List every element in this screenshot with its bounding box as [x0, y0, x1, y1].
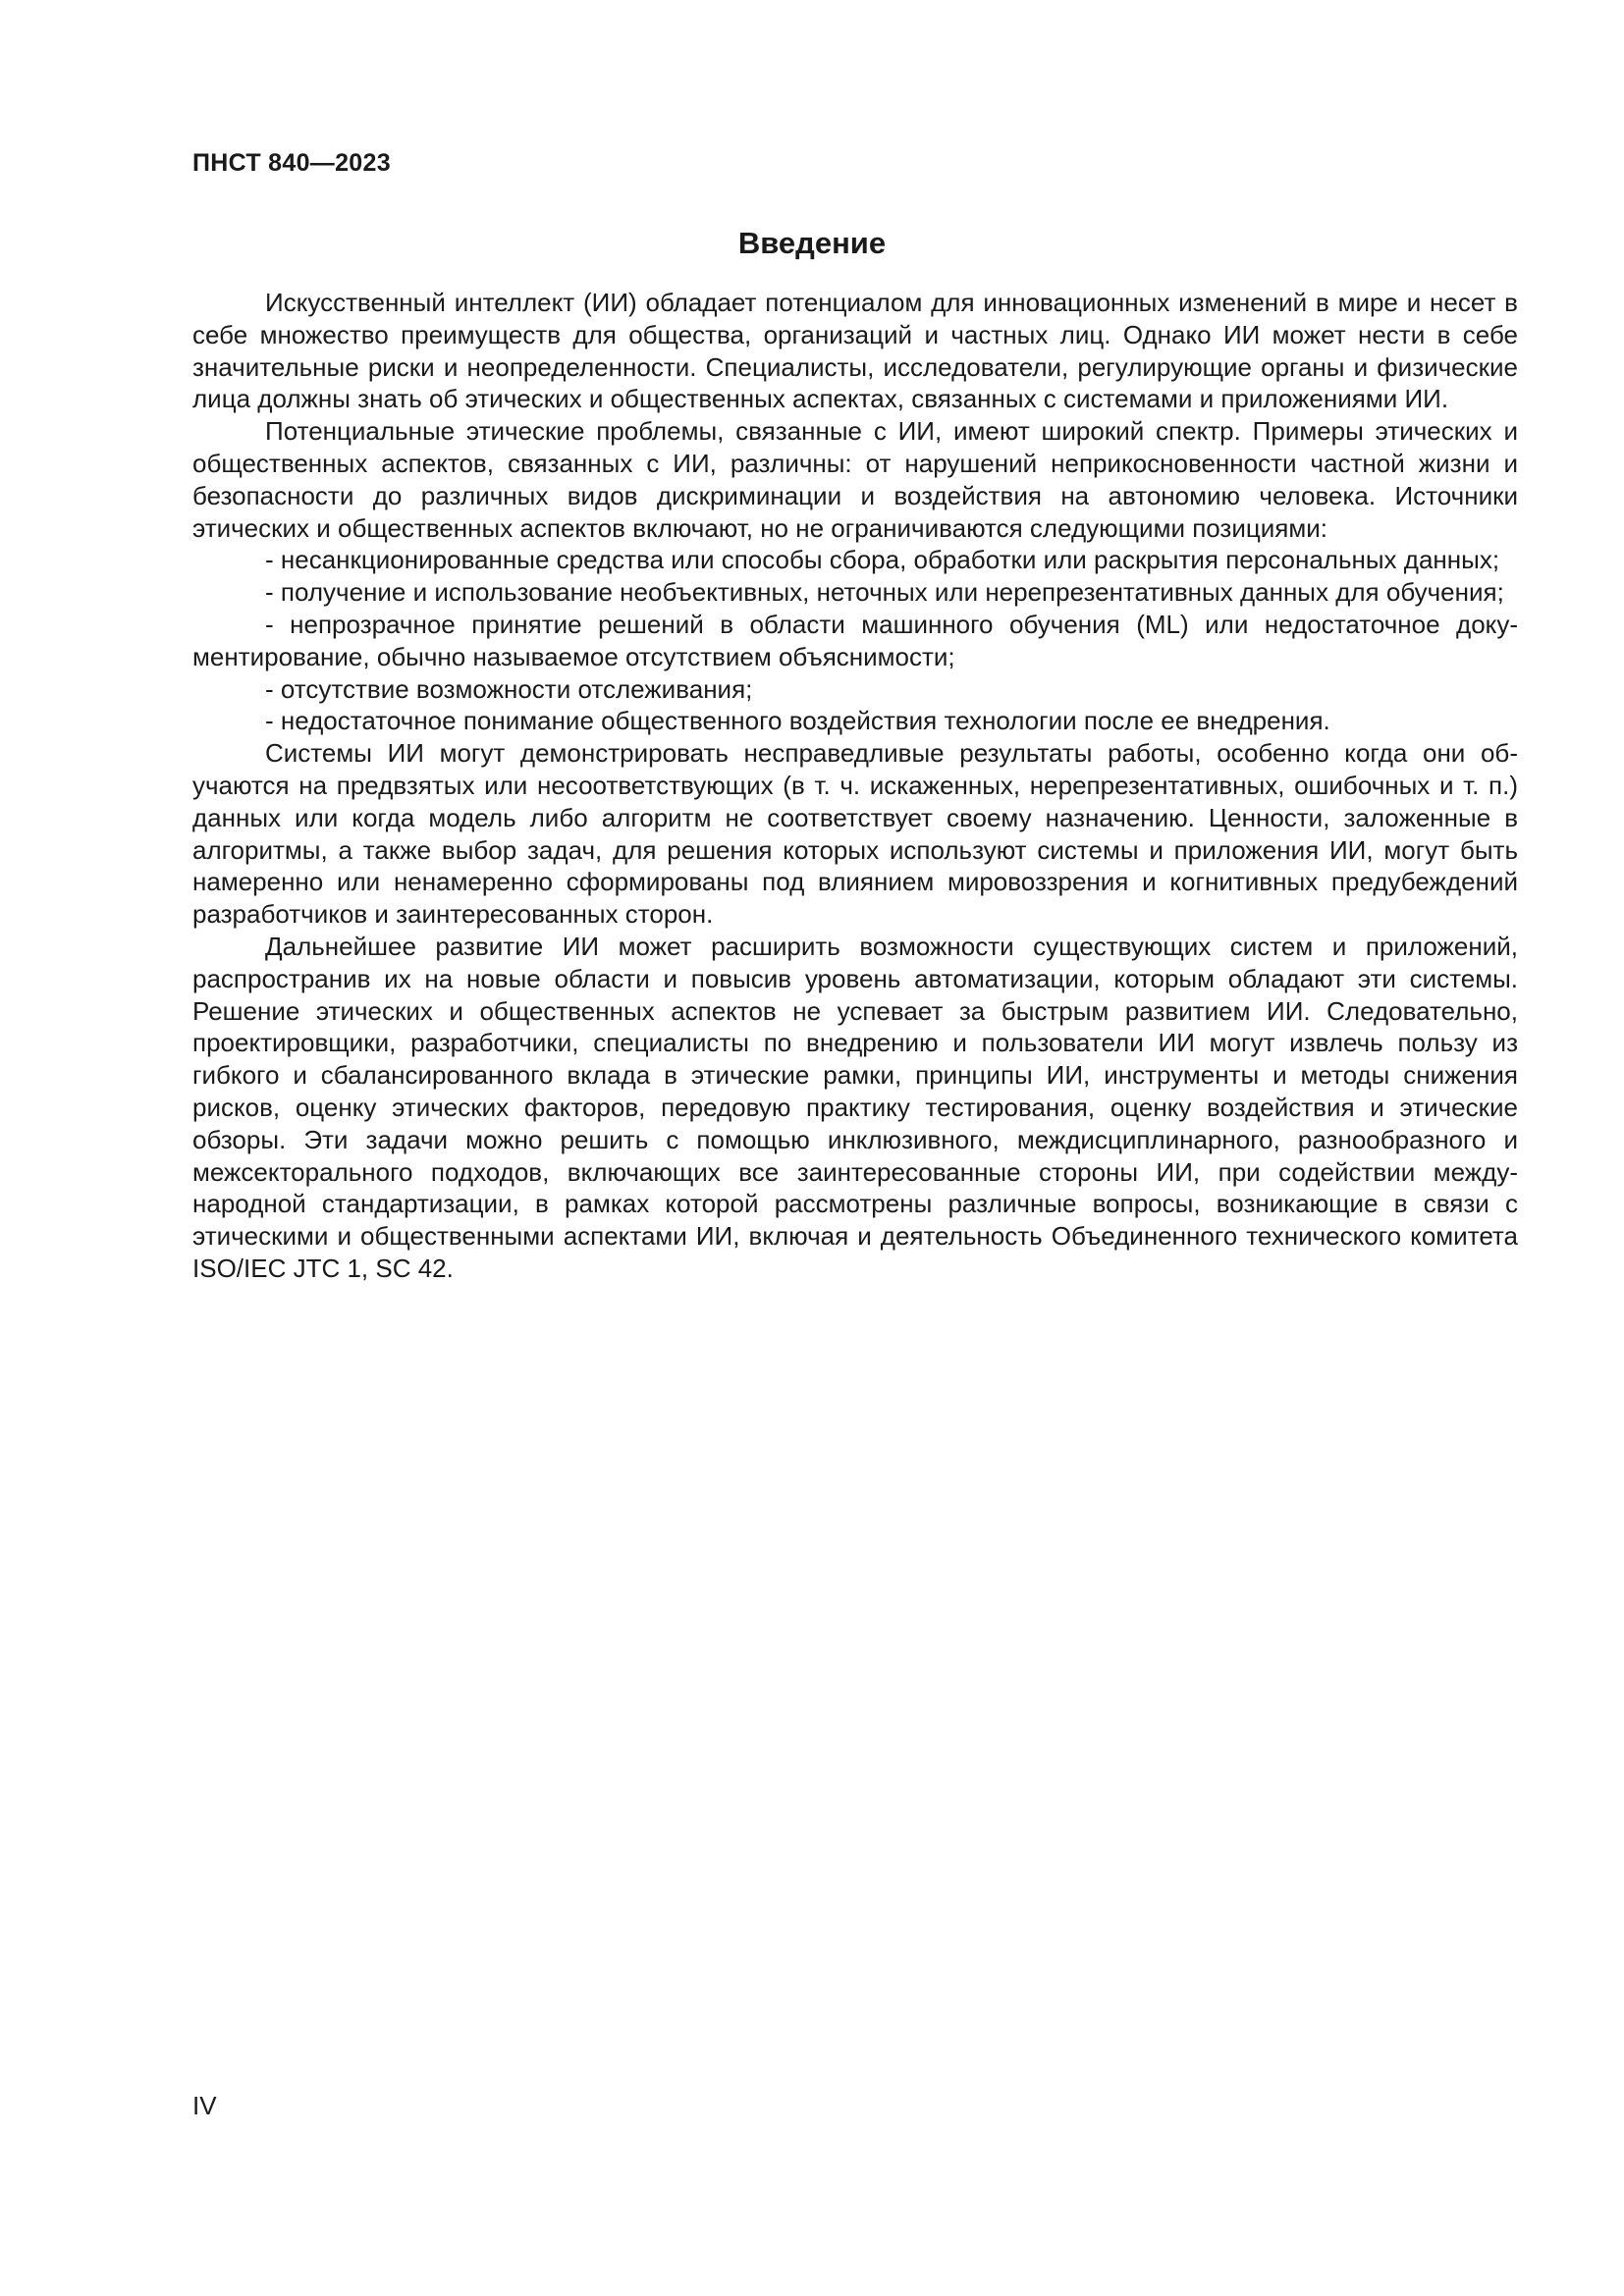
list-item: - непрозрачное принятие решений в области машинного обучения (ML) или недостаточное документирование, обычно называемое отсутствием объяснимости;	[192, 609, 1518, 671]
section-title: Введение	[737, 226, 887, 260]
paragraph: Потенциальные этические проблемы, связанные с ИИ, имеют широкий спектр. Примеры этических и общественных аспектов, связанных с ИИ, различны: от нарушений неприкосновенности частной жизни и безопасности до различных видов дискриминации и воздействия на автономию человека. Источники этических и общественных аспектов включают, но не ограничиваются следующими позициями:	[192, 416, 1518, 543]
body-text	[192, 287, 1518, 1285]
page-number: IV	[192, 2091, 217, 2120]
list-item: - несанкционированные средства или способы сбора, обработки или раскрытия персональных данных;	[265, 545, 1500, 575]
list-item: - получение и использование необъективных, неточных или нерепрезентативных данных для обучения;	[265, 577, 1504, 608]
document-code: ПНСТ 840—2023	[192, 149, 391, 177]
paragraph: Искусственный интеллект (ИИ) обладает потенциалом для инновационных изменений в мире и несет в себе множество преимуществ для общества, организаций и частных лиц. Однако ИИ может нести в себе значительные риски и неопределенности. Специалисты, исследователи, регулирующие органы и физические лица должны знать об этических и общественных аспектах, связанных с системами и приложениями ИИ.	[192, 288, 1518, 414]
paragraph: Системы ИИ могут демонстрировать несправедливые результаты работы, особенно когда они обучаются на предвзятых или несоответствующих (в т. ч. искаженных, нерепрезентативных, ошибочных и т. п.) данных или когда модель либо алгоритм не соответствует своему назначению. Ценности, заложенные в алгоритмы, а также выбор задач, для решения которых используют системы и приложения ИИ, могут быть намеренно или ненамеренно сформированы под влиянием мировоззрения и когнитивных предубеждений разработчиков и заинтересованных сторон.	[192, 738, 1518, 930]
paragraph: Дальнейшее развитие ИИ может расширить возможности существующих систем и приложений, распространив их на новые области и повысив уровень автоматизации, которым обладают эти системы. Решение этических и общественных аспектов не успевает за быстрым развитием ИИ. Следовательно, проектировщики, разработчики, специалисты по внедрению и пользователи ИИ могут извлечь пользу из гибкого и сбалансированного вклада в этические рамки, принципы ИИ, инструменты и методы снижения рисков, оценку этических факторов, передовую практику тестирования, оценку воздействия и этические обзоры. Эти задачи можно решить с помощью инклюзивного, междисциплинарного, разнообразного и межсекторального подходов, включающих все заинтересованные стороны ИИ, при содействии международной стандартизации, в рамках которой рассмотрены различные вопросы, возникающие в связи с этическими и общественными аспектами ИИ, включая и деятельность Объединенного технического комитета ISO/IEC JTC 1, SC 42.	[192, 931, 1518, 1283]
list-item: - недостаточное понимание общественного воздействия технологии после ее внедрения.	[265, 706, 1330, 736]
list-item: - отсутствие возможности отслеживания;	[265, 673, 753, 704]
